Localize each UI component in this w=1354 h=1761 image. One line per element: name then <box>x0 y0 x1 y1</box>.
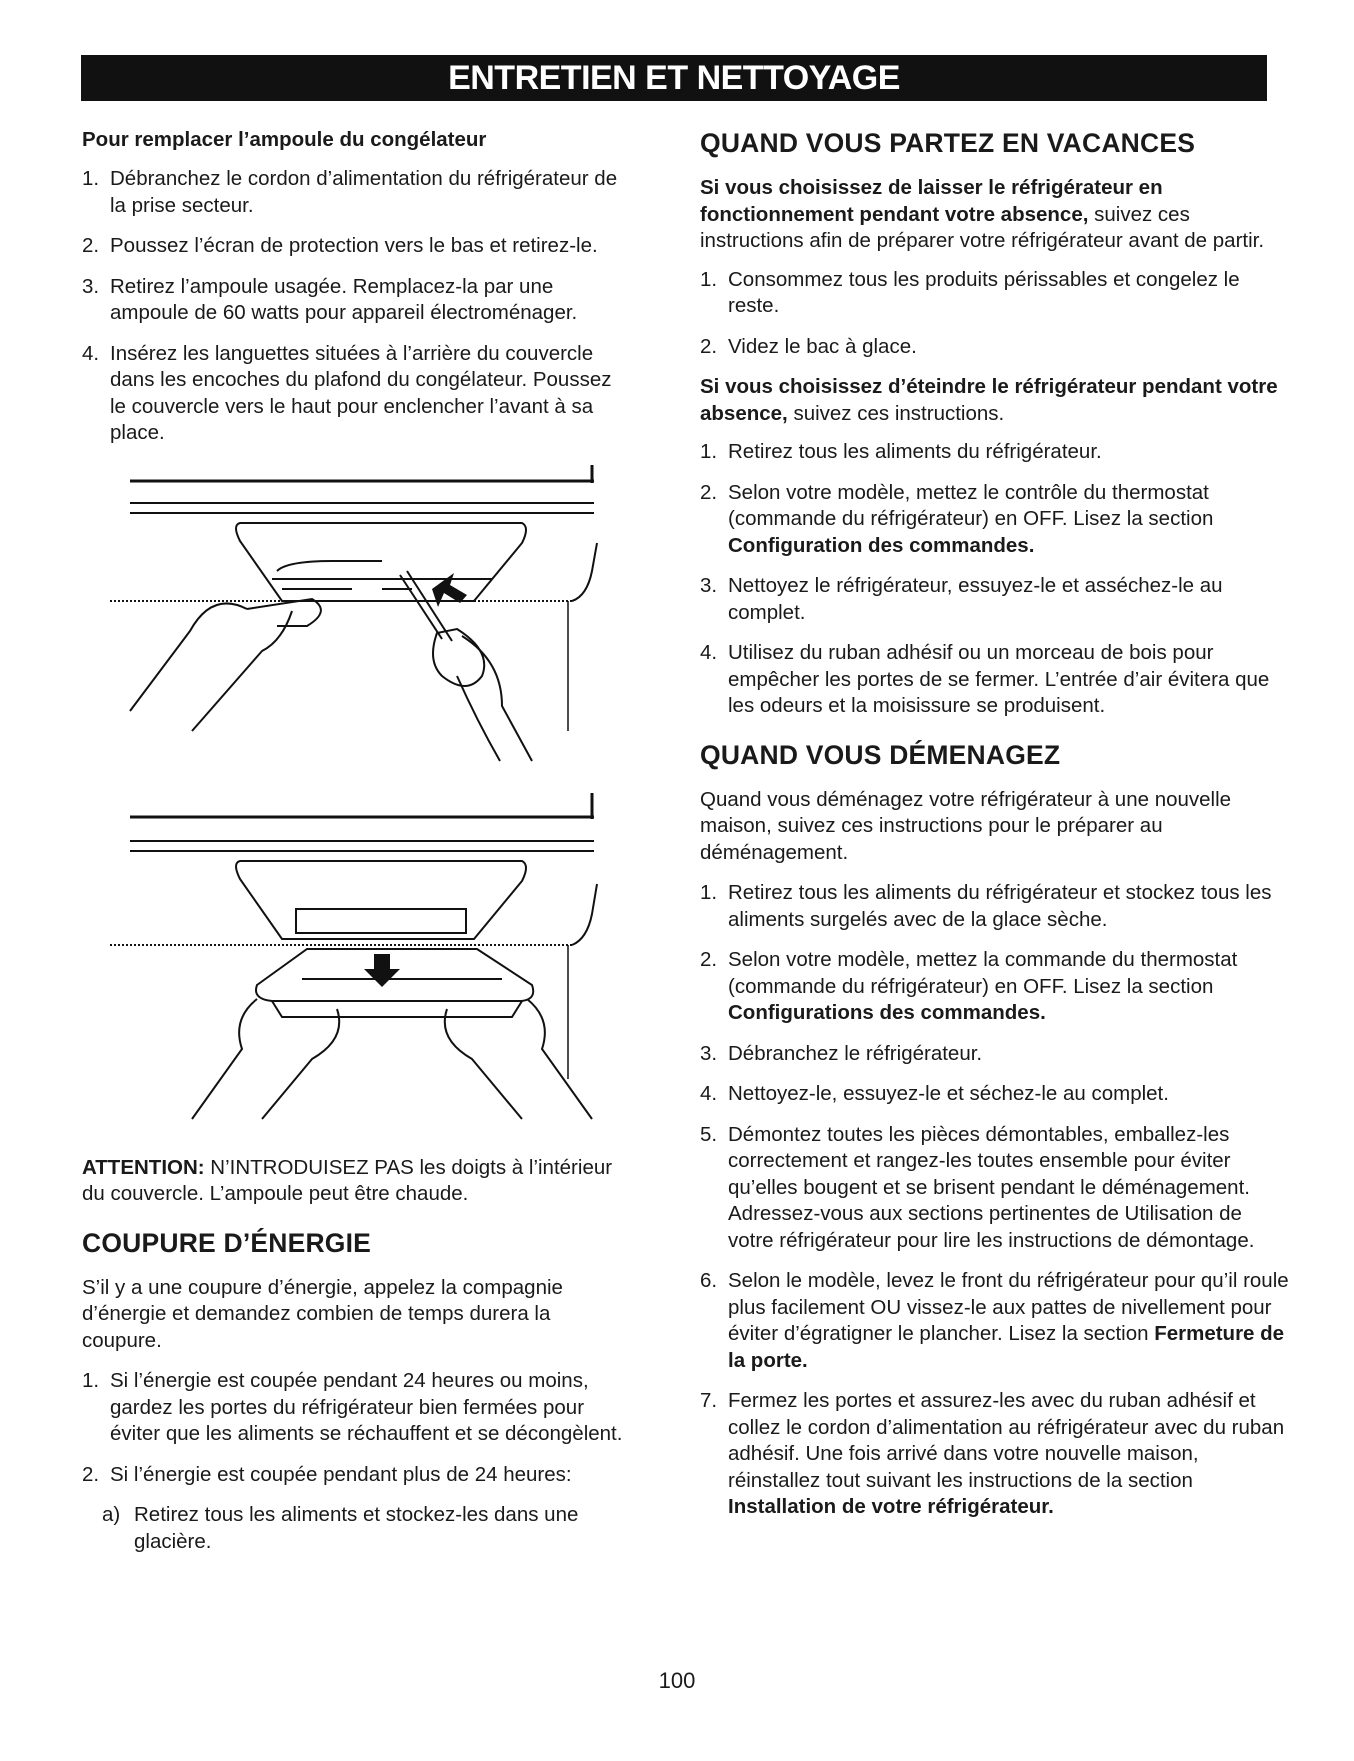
step-text: Retirez tous les aliments et stockez-les dans une glacière. <box>134 1503 579 1553</box>
list-item <box>700 640 1290 720</box>
step-number: 2. <box>82 234 100 257</box>
list-item <box>700 334 1290 361</box>
step-number: 1. <box>700 881 718 904</box>
list-item <box>82 166 627 219</box>
list-item <box>82 233 627 260</box>
step-text-bold: Fermeture de la porte. <box>728 1322 1285 1372</box>
step-text: Si l’énergie est coupée pendant plus de 24 heures: <box>110 1462 572 1486</box>
step-text: Nettoyez le réfrigérateur, essuyez-le et asséchez-le au complet. <box>728 574 1223 624</box>
list-item <box>700 480 1290 560</box>
step-text: Consommez tous les produits périssables et congelez le reste. <box>728 267 1240 317</box>
vacation-off-rest: suivez ces instructions. <box>787 401 1005 425</box>
list-item <box>700 439 1290 466</box>
step-text: Selon votre modèle, mettez la commande du thermostat (commande du réfrigérateur) en OFF. Lisez la section <box>728 948 1238 998</box>
step-number: 4. <box>700 1082 718 1105</box>
list-item <box>700 880 1290 933</box>
power-outage-heading: COUPURE D’ÉNERGIE <box>82 1227 372 1258</box>
bulb-shield-removal-illustration <box>82 461 627 781</box>
step-text: Nettoyez-le, essuyez-le et séchez-le au complet. <box>728 1082 1169 1105</box>
vacation-off-steps <box>700 439 1290 720</box>
list-item <box>82 1502 627 1555</box>
list-item <box>82 1462 627 1489</box>
step-text-bold: Installation de votre réfrigérateur. <box>728 1495 1054 1518</box>
attention-label: ATTENTION: <box>82 1155 205 1179</box>
step-number: 1. <box>82 167 100 190</box>
list-item <box>700 1122 1290 1255</box>
step-text: Si l’énergie est coupée pendant 24 heures ou moins, gardez les portes du réfrigérateur bien fermées pour éviter que les aliments se réchauffent et se décongèlent. <box>110 1369 623 1445</box>
step-number: 1. <box>700 267 718 291</box>
step-text: Insérez les languettes situées à l’arrière du couvercle dans les encoches du plafond du congélateur. Poussez le couvercle vers le haut pour enclencher l’avant à sa place. <box>110 341 612 444</box>
list-item <box>700 947 1290 1027</box>
step-text: Débranchez le réfrigérateur. <box>728 1041 983 1065</box>
step-number: 1. <box>700 440 718 463</box>
list-item <box>82 341 627 447</box>
step-number: 6. <box>700 1269 718 1292</box>
page-number: 100 <box>658 1668 696 1693</box>
list-item <box>82 274 627 327</box>
step-number: 4. <box>700 641 718 664</box>
step-number: 2. <box>82 1462 100 1486</box>
step-number: 4. <box>82 341 100 365</box>
vacation-on-bold: Si vous choisissez de laisser le réfrigérateur en fonctionnement pendant votre absence, <box>700 176 1163 226</box>
step-text: Démontez toutes les pièces démontables, emballez-les correctement et rangez-les toutes ensemble pour éviter qu’elles bougent et se brisent pendant le déménagement. Adressez-vous aux sections pertinentes de Utilisation de votre réfrigérateur pour lire les instructions de démontage. <box>728 1122 1255 1252</box>
step-number: 2. <box>700 948 718 971</box>
attention-note <box>82 1155 627 1208</box>
vacation-on-steps <box>700 267 1290 361</box>
step-number: 3. <box>700 574 718 597</box>
step-number: 3. <box>700 1041 718 1065</box>
step-text: Videz le bac à glace. <box>728 334 917 358</box>
step-text: Selon votre modèle, mettez le contrôle du thermostat (commande du réfrigérateur) en OFF. Lisez la section <box>728 480 1214 530</box>
power-outage-intro: S’il y a une coupure d’énergie, appelez la compagnie d’énergie et demandez combien de temps durera la coupure. <box>82 1275 563 1352</box>
step-text: Retirez l’ampoule usagée. Remplacez-la par une ampoule de 60 watts pour appareil électroménager. <box>110 274 578 324</box>
vacation-off-bold: Si vous choisissez d’éteindre le réfrigérateur pendant votre absence, <box>700 375 1278 425</box>
moving-heading: QUAND VOUS DÉMENAGEZ <box>700 739 1061 770</box>
list-item <box>700 573 1290 626</box>
list-item <box>700 1388 1290 1521</box>
step-number: 1. <box>82 1369 100 1392</box>
section-banner: ENTRETIEN ET NETTOYAGE <box>81 55 1267 101</box>
step-text: Selon le modèle, levez le front du réfrigérateur pour qu’il roule plus facilement OU vissez-le aux pattes de nivellement pour éviter d’égratigner le plancher. Lisez la section <box>728 1269 1289 1345</box>
left-column <box>82 128 627 1569</box>
step-text: Retirez tous les aliments du réfrigérateur. <box>728 440 1102 463</box>
step-number: 5. <box>700 1122 718 1146</box>
step-text: Utilisez du ruban adhésif ou un morceau de bois pour empêcher les portes de se fermer. L’entrée d’air évitera que les odeurs et la moisissure se produisent. <box>728 641 1270 717</box>
list-item <box>700 1268 1290 1374</box>
step-number: 2. <box>700 334 718 358</box>
moving-intro: Quand vous déménagez votre réfrigérateur à une nouvelle maison, suivez ces instructions pour le préparer au déménagement. <box>700 787 1232 864</box>
step-number: 2. <box>700 480 718 504</box>
step-text-bold: Configurations des commandes. <box>728 1001 1046 1024</box>
vacation-heading: QUAND VOUS PARTEZ EN VACANCES <box>700 128 1196 158</box>
step-text-bold: Configuration des commandes. <box>728 533 1035 557</box>
list-item <box>700 267 1290 320</box>
step-number: 3. <box>82 274 100 298</box>
vacation-on-rest: suivez ces instructions afin de préparer votre réfrigérateur avant de partir. <box>700 202 1265 252</box>
step-text: Retirez tous les aliments du réfrigérateur et stockez tous les aliments surgelés avec de la glace sèche. <box>728 881 1272 931</box>
right-column <box>700 128 1290 1535</box>
step-text: Débranchez le cordon d’alimentation du réfrigérateur de la prise secteur. <box>110 167 618 217</box>
power-outage-steps <box>82 1368 627 1555</box>
list-item <box>700 1081 1290 1108</box>
bulb-shield-lowering-illustration <box>82 789 627 1139</box>
bulb-steps <box>82 166 627 447</box>
vacation-off-intro <box>700 374 1290 427</box>
list-item <box>82 1368 627 1448</box>
step-text: Fermez les portes et assurez-les avec du ruban adhésif et collez le cordon d’alimentation au réfrigérateur avec du ruban adhésif. Une fois arrivé dans votre nouvelle maison, réinstallez tout suivant les instructions de la section <box>728 1389 1285 1492</box>
moving-steps <box>700 880 1290 1521</box>
list-item <box>700 1041 1290 1068</box>
step-number: 7. <box>700 1389 718 1412</box>
attention-text: N’INTRODUISEZ PAS les doigts à l’intérieur du couvercle. L’ampoule peut être chaude. <box>82 1155 613 1205</box>
step-text: Poussez l’écran de protection vers le bas et retirez-le. <box>110 234 598 257</box>
vacation-on-intro <box>700 175 1290 255</box>
step-number: a) <box>102 1503 121 1526</box>
bulb-heading: Pour remplacer l’ampoule du congélateur <box>82 128 487 151</box>
